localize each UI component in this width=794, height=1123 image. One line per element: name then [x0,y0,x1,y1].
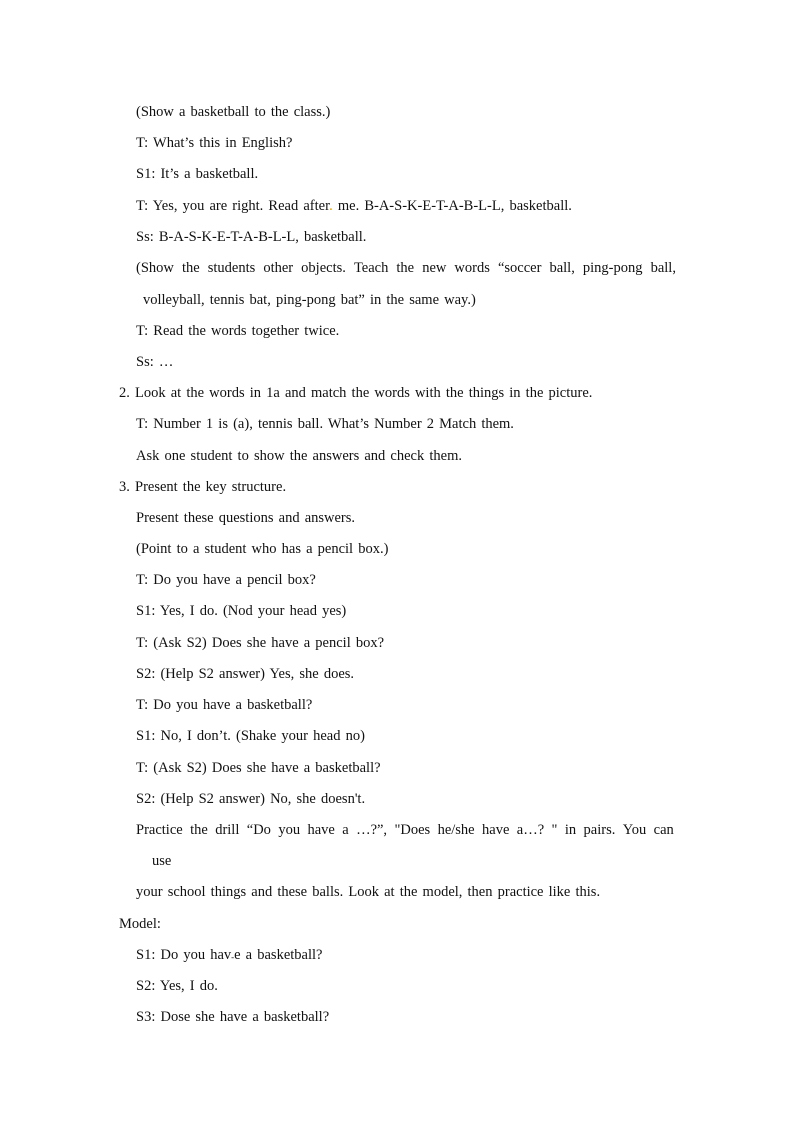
word: a…? [516,822,545,838]
text-line [136,258,676,278]
word: he/she [437,822,475,838]
text-segment: me. B-A-S-K-E-T-A-B-L-L, basketball. [332,198,572,214]
text-line: Ss: … [136,354,174,370]
word: Teach [353,260,389,276]
word: “Do [246,822,271,838]
text-segment [136,258,676,278]
text-line: S3: Dose she have a basketball? [136,1009,330,1025]
word: ping-pong [582,260,643,276]
word: "Does [394,822,431,838]
text-line: Ask one student to show the answers and check them. [136,448,462,464]
word: ball, [549,260,575,276]
text-line: T: Number 1 is (a), tennis ball. What’s Number 2 Match them. [136,416,514,432]
text-line: your school things and these balls. Look at the model, then practice like this. [136,884,601,900]
text-line: use [152,853,172,869]
word: the [190,822,208,838]
text-line: S2: (Help S2 answer) No, she doesn't. [136,791,366,807]
text-line: Model: [119,916,161,932]
word: “soccer [497,260,542,276]
text-line: Present these questions and answers. [136,510,356,526]
text-line: S2: Yes, I do. [136,978,218,994]
word: other [263,260,294,276]
text-line [136,820,674,840]
text-line: T: (Ask S2) Does she have a basketball? [136,760,381,776]
text-line: S1: No, I don’t. (Shake your head no) [136,728,365,744]
text-line: (Show a basketball to the class.) [136,104,331,120]
text-line: S1: Yes, I do. (Nod your head yes) [136,603,347,619]
text-segment [136,820,674,840]
word: You [622,822,647,838]
word: drill [215,822,240,838]
numbered-step: 3. Present the key structure. [119,479,287,495]
text-line: T: Do you have a basketball? [136,697,313,713]
text-line: T: Read the words together twice. [136,323,340,339]
word: …?”, [356,822,388,838]
text-line: T: What’s this in English? [136,135,293,151]
word: in [564,822,577,838]
text-line: S2: (Help S2 answer) Yes, she does. [136,666,355,682]
text-line [136,196,572,216]
text-line: (Point to a student who has a pencil box.) [136,541,389,557]
text-segment: e a basketball? [234,947,323,963]
text-line [136,945,322,967]
word: objects. [301,260,346,276]
word: new [422,260,447,276]
word: the [396,260,415,276]
word: words [454,260,490,276]
word: can [653,822,674,838]
text-line: T: Do you have a pencil box? [136,572,316,588]
word: a [342,822,349,838]
punctuation-mark: . [329,198,333,214]
numbered-step: 2. Look at the words in 1a and match the words with the things in the picture. [119,385,593,401]
text-line: volleyball, tennis bat, ping-pong bat” in the same way.) [143,292,476,308]
word: the [181,260,200,276]
text-line: Ss: B-A-S-K-E-T-A-B-L-L, basketball. [136,229,367,245]
text-line: T: (Ask S2) Does she have a pencil box? [136,635,385,651]
text-segment: S1: Do you hav [136,947,232,963]
word: have [307,822,335,838]
word: Practice [136,822,183,838]
punctuation-mark: - [231,952,235,962]
word: " [551,822,558,838]
word: (Show [136,260,174,276]
word: ball, [650,260,676,276]
word: students [207,260,256,276]
word: have [482,822,510,838]
word: pairs. [583,822,616,838]
text-line: S1: It’s a basketball. [136,166,259,182]
text-segment: T: Yes, you are right. Read after [136,198,330,214]
word: you [278,822,301,838]
